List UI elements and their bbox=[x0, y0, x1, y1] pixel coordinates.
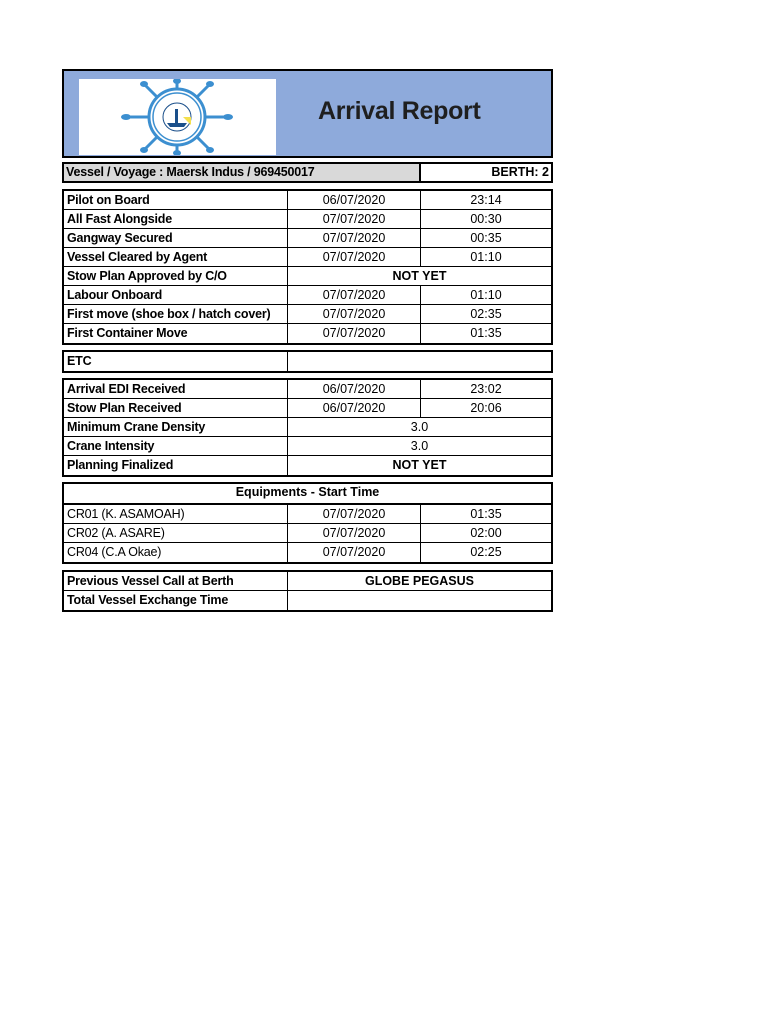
table-row: First Container Move 07/07/2020 01:35 bbox=[64, 324, 551, 343]
table-row: Arrival EDI Received 06/07/2020 23:02 bbox=[64, 380, 551, 399]
vessel-voyage-label: Vessel / Voyage : Maersk Indus / 969450017 bbox=[64, 164, 421, 181]
table-row: Stow Plan Approved by C/O NOT YET bbox=[64, 267, 551, 286]
page-title: Arrival Report bbox=[318, 97, 481, 125]
berth-label: BERTH: 2 bbox=[491, 165, 549, 179]
ship-wheel-logo-icon bbox=[79, 79, 276, 155]
table-row: CR02 (A. ASARE) 07/07/2020 02:00 bbox=[64, 524, 551, 543]
table-row: ETC bbox=[64, 352, 551, 371]
table-row: All Fast Alongside 07/07/2020 00:30 bbox=[64, 210, 551, 229]
operations-table bbox=[62, 189, 553, 345]
table-row: Labour Onboard 07/07/2020 01:10 bbox=[64, 286, 551, 305]
table-row: Pilot on Board 06/07/2020 23:14 bbox=[64, 191, 551, 210]
table-row: Vessel Cleared by Agent 07/07/2020 01:10 bbox=[64, 248, 551, 267]
table-row: Crane Intensity 3.0 bbox=[64, 437, 551, 456]
table-row: Planning Finalized NOT YET bbox=[64, 456, 551, 475]
table-row: First move (shoe box / hatch cover) 07/07/2020 02:35 bbox=[64, 305, 551, 324]
table-row: Minimum Crane Density 3.0 bbox=[64, 418, 551, 437]
equipment-title: Equipments - Start Time bbox=[64, 484, 551, 505]
equipment-table bbox=[62, 482, 553, 564]
table-row: CR04 (C.A Okae) 07/07/2020 02:25 bbox=[64, 543, 551, 562]
table-row: Previous Vessel Call at Berth GLOBE PEGASUS bbox=[64, 572, 551, 591]
authority-logo bbox=[79, 79, 276, 155]
vessel-voyage-row bbox=[62, 162, 553, 183]
planning-table bbox=[62, 378, 553, 477]
table-row: Gangway Secured 07/07/2020 00:35 bbox=[64, 229, 551, 248]
table-row: CR01 (K. ASAMOAH) 07/07/2020 01:35 bbox=[64, 505, 551, 524]
table-row: Total Vessel Exchange Time bbox=[64, 591, 551, 610]
table-row: Stow Plan Received 06/07/2020 20:06 bbox=[64, 399, 551, 418]
report-header bbox=[62, 69, 553, 158]
berth-info-table bbox=[62, 570, 553, 612]
arrival-report-sheet bbox=[62, 69, 553, 612]
etc-table bbox=[62, 350, 553, 373]
